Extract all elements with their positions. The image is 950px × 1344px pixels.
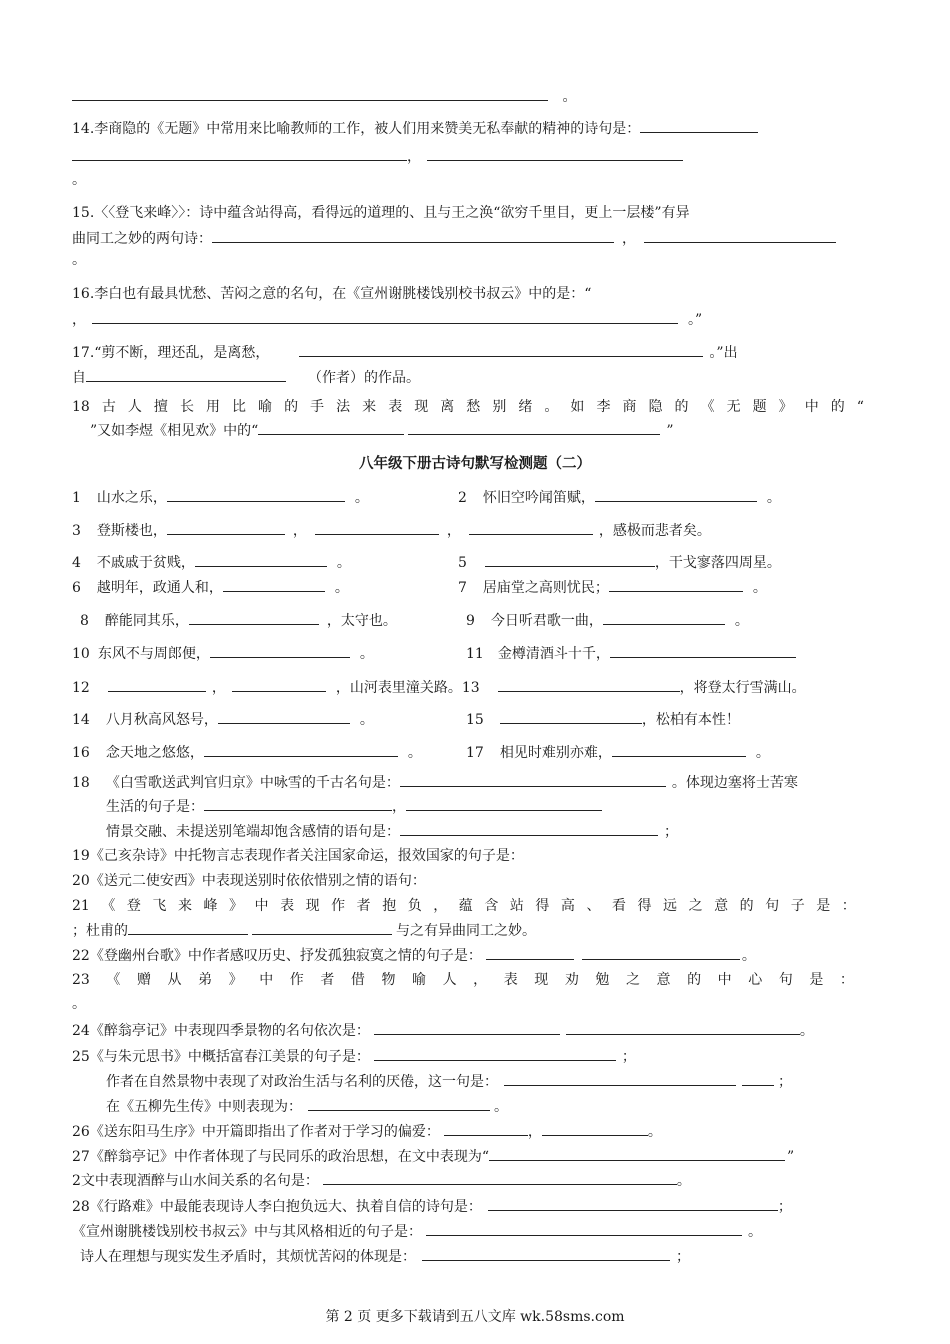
spread-char: 喻 [412, 972, 427, 988]
spread-char: 》 [228, 972, 243, 988]
spread-char: 负 [407, 898, 422, 914]
spread-char: 》 [229, 898, 244, 914]
q18-line1 [72, 397, 864, 417]
blank[interactable] [408, 420, 660, 435]
spread-char: 者 [320, 972, 335, 988]
spread-char: 绪 [518, 399, 533, 415]
spread-char: 现 [414, 399, 429, 415]
blank[interactable] [603, 610, 725, 625]
blank[interactable] [232, 677, 326, 692]
blank[interactable] [167, 520, 285, 535]
spread-char: 作 [289, 972, 304, 988]
blank[interactable] [299, 342, 703, 357]
item-21-line2: ；杜甫的 与之有异曲同工之妙。 [72, 920, 536, 941]
item-25-line2: 作者在自然景物中表现了对政治生活与名利的厌倦，这一句是： ； [106, 1071, 792, 1092]
item-21-line1 [72, 896, 856, 916]
spread-char: 来 [177, 898, 192, 914]
item-8: 8 醉能同其乐， ，太守也。 [80, 610, 397, 631]
q15-line3: 。 [72, 252, 86, 268]
blank[interactable] [612, 742, 746, 757]
spread-char: 借 [350, 972, 365, 988]
item-26: 26《送东阳马生序》中开篇即指出了作者对于学习的偏爱： ， 。 [72, 1121, 662, 1142]
spread-char: 表 [280, 898, 295, 914]
spread-char: 弟 [198, 972, 213, 988]
spread-char: 用 [205, 399, 220, 415]
item-25-line1: 25《与朱元思书》中概括富春江美景的句子是： ； [72, 1046, 636, 1067]
spread-char: 《 [101, 898, 116, 914]
item-11: 11 金樽清酒斗十千， [466, 643, 796, 664]
spread-char: 赠 [136, 972, 151, 988]
blank[interactable] [315, 520, 439, 535]
spread-char: 愁 [466, 399, 481, 415]
prev-line-top: 。 [72, 86, 576, 107]
spread-char: “ [856, 399, 864, 415]
blank[interactable] [108, 677, 206, 692]
blank[interactable] [444, 1121, 528, 1136]
blank[interactable] [204, 796, 392, 811]
blank[interactable] [485, 552, 655, 567]
item-25-line3: 在《五柳先生传》中则表现为： 。 [106, 1096, 508, 1117]
item-12-13: 12 ， ，山河表里潼关路。13 ，将登太行雪满山。 [72, 677, 806, 698]
spread-char: 离 [440, 399, 455, 415]
spread-char: 高 [560, 898, 575, 914]
blank[interactable] [167, 487, 345, 502]
spread-char: 古 [101, 399, 116, 415]
spread-char: 心 [748, 972, 763, 988]
item-24: 24《醉翁亭记》中表现四季景物的名句依次是： 。 [72, 1020, 814, 1041]
spread-char: 子 [790, 898, 805, 914]
spread-char: 勉 [595, 972, 610, 988]
spread-char: 句 [778, 972, 793, 988]
blank[interactable] [426, 1221, 742, 1236]
spread-char: 的 [830, 399, 845, 415]
q14-line3: 。 [72, 172, 86, 188]
spread-char: 中 [804, 399, 819, 415]
spread-char: 。 [544, 399, 559, 415]
spread-char: 之 [688, 898, 703, 914]
q15-line2: 曲同工之妙的两句诗： ， [72, 228, 836, 249]
blank[interactable] [86, 367, 286, 382]
blank[interactable] [542, 1121, 648, 1136]
blank[interactable] [422, 1246, 670, 1261]
spread-char: 擅 [153, 399, 168, 415]
blank[interactable] [488, 1196, 778, 1211]
item-28-line3: 诗人在理想与现实发生矛盾时，其烦忧苦闷的体现是： ； [80, 1246, 690, 1267]
spread-char: 来 [362, 399, 377, 415]
spread-char: 意 [714, 898, 729, 914]
spread-char: 中 [717, 972, 732, 988]
spread-char: 抱 [382, 898, 397, 914]
item-16: 16 念天地之悠悠， 。 [72, 742, 422, 763]
q15-line1: 15.〈〈登飞来峰〉〉：诗中蕴含站得高，看得远的道理的、且与王之涣“欲穷千里目，更上一层楼”有异 [72, 205, 690, 221]
blank[interactable] [92, 309, 678, 324]
blank[interactable] [189, 610, 319, 625]
blank[interactable] [400, 772, 666, 787]
blank[interactable] [210, 643, 350, 658]
q16-line2: ， 。” [72, 309, 702, 330]
item-3: 3 登斯楼也， ， ， ，感极而悲者矣。 [72, 520, 711, 541]
blank[interactable] [212, 228, 614, 243]
spread-char: 含 [484, 898, 499, 914]
blank[interactable] [609, 577, 743, 592]
q14-line1: 14.李商隐的《无题》中常用来比喻教师的工作，被人们用来赞美无私奉献的精神的诗句是： [72, 118, 758, 139]
spread-char: 如 [570, 399, 585, 415]
spread-char: 23 [72, 972, 90, 988]
page-footer: 第 2 页 更多下载请到五八文库 wk.58sms.com [325, 1309, 625, 1325]
blank[interactable] [223, 577, 325, 592]
blank[interactable] [252, 920, 392, 935]
spread-char: 的 [674, 399, 689, 415]
spread-char: ， [473, 972, 488, 988]
spread-char: 的 [284, 399, 299, 415]
spread-char: 从 [167, 972, 182, 988]
spread-char: 登 [126, 898, 141, 914]
blank[interactable] [427, 146, 683, 161]
blank[interactable] [500, 709, 642, 724]
item-15: 15 ，松柏有本性！ [466, 709, 740, 730]
spread-char: 喻 [258, 399, 273, 415]
q14-line2: ， [72, 146, 683, 167]
blank[interactable] [742, 1071, 774, 1086]
item-18-line1: 18 《白雪歌送武判官归京》中咏雪的千古名句是： 。体现边塞将士苦寒 [72, 772, 798, 793]
item-27-line1: 27《醉翁亭记》中作者体现了与民同乐的政治思想，在文中表现为“ ” [72, 1146, 794, 1167]
spread-char: 18 [72, 399, 90, 415]
spread-char: 是 [809, 972, 824, 988]
spread-char: 隐 [648, 399, 663, 415]
spread-char: 21 [72, 898, 90, 914]
section-title: 八年级下册古诗句默写检测题（二） [359, 455, 591, 472]
blank[interactable] [374, 1046, 616, 1061]
spread-char: 劝 [564, 972, 579, 988]
spread-char: 比 [232, 399, 247, 415]
item-17: 17 相见时难别亦难， 。 [466, 742, 770, 763]
spread-char: ， [433, 898, 448, 914]
spread-char: 表 [388, 399, 403, 415]
q17-line2: 自 （作者）的作品。 [72, 367, 420, 388]
blank[interactable] [469, 520, 593, 535]
spread-char: 得 [535, 898, 550, 914]
spread-char: 无 [726, 399, 741, 415]
blank[interactable] [323, 1170, 677, 1185]
spread-char: 远 [663, 898, 678, 914]
spread-char: 现 [534, 972, 549, 988]
item-9: 9 今日听君歌一曲， 。 [466, 610, 749, 631]
spread-char: 中 [254, 898, 269, 914]
spread-char: 题 [752, 399, 767, 415]
spread-char: 》 [778, 399, 793, 415]
spread-char: 李 [596, 399, 611, 415]
blank[interactable] [406, 796, 602, 811]
spread-char: 句 [765, 898, 780, 914]
item-28-line2: 《宣州谢朓楼饯别校书叔云》中与其风格相近的句子是： 。 [72, 1221, 762, 1242]
blank[interactable] [489, 1146, 785, 1161]
item-10: 10 东风不与周郎便， 。 [72, 643, 374, 664]
spread-char: 蕴 [458, 898, 473, 914]
blank[interactable] [258, 420, 404, 435]
blank[interactable] [610, 643, 796, 658]
item-18-line2: 生活的句子是： ， [106, 796, 602, 817]
spread-char: 是 [816, 898, 831, 914]
blank[interactable] [644, 228, 836, 243]
item-14: 14 八月秋高风怒号， 。 [72, 709, 374, 730]
spread-char: 作 [331, 898, 346, 914]
blank[interactable] [218, 709, 350, 724]
spread-char: ： [839, 972, 854, 988]
spread-char: 的 [739, 898, 754, 914]
item-23-line1 [72, 970, 854, 990]
item-18-line3: 情景交融、未提送别笔端却饱含感情的语句是： ； [106, 821, 678, 842]
spread-char: 《 [106, 972, 121, 988]
spread-char: 得 [637, 898, 652, 914]
spread-char: 人 [127, 399, 142, 415]
spread-char: 法 [336, 399, 351, 415]
spread-char: 表 [503, 972, 518, 988]
blank[interactable] [308, 1096, 490, 1111]
blank[interactable] [128, 920, 248, 935]
blank[interactable] [566, 1020, 800, 1035]
blank[interactable] [400, 821, 658, 836]
blank[interactable] [195, 552, 327, 567]
spread-char: 中 [259, 972, 274, 988]
spread-char: 之 [625, 972, 640, 988]
blank[interactable] [595, 487, 757, 502]
spread-char: 手 [310, 399, 325, 415]
spread-char: 现 [305, 898, 320, 914]
item-2: 2 怀旧空吟闻笛赋， 。 [458, 487, 781, 508]
item-7: 7 居庙堂之高则忧民； 。 [458, 577, 767, 598]
blank[interactable] [72, 146, 407, 161]
q17-line1: 17.“剪不断，理还乱，是离愁， 。”出 [72, 342, 738, 363]
blank[interactable] [204, 742, 398, 757]
spread-char: 的 [687, 972, 702, 988]
spread-char: 站 [509, 898, 524, 914]
spread-char: 商 [622, 399, 637, 415]
item-4: 4 不戚戚于贫贱， 。 [72, 552, 351, 573]
spread-char: 物 [381, 972, 396, 988]
item-6: 6 越明年，政通人和， 。 [72, 577, 349, 598]
blank[interactable] [640, 118, 758, 133]
spread-char: ： [841, 898, 856, 914]
spread-char: 长 [179, 399, 194, 415]
q16-line1: 16.李白也有最具忧愁、苦闷之意的名句，在《宣州谢朓楼饯别校书叔云》中的是：“ [72, 286, 592, 302]
blank[interactable] [486, 945, 574, 960]
spread-char: 峰 [203, 898, 218, 914]
spread-char: 飞 [152, 898, 167, 914]
item-28-line1: 28《行路难》中最能表现诗人李白抱负远大、执着自信的诗句是： ； [72, 1196, 792, 1217]
item-20: 20《送元二使安西》中表现送别时依依惜别之情的语句： [72, 873, 426, 889]
spread-char: 者 [356, 898, 371, 914]
item-22: 22《登幽州台歌》中作者感叹历史、抒发孤独寂寞之情的句子是： 。 [72, 945, 756, 966]
blank[interactable] [72, 86, 548, 101]
spread-char: 、 [586, 898, 601, 914]
q18-line2: ”又如李煜《相见欢》中的“ ” [72, 420, 674, 441]
spread-char: 意 [656, 972, 671, 988]
item-1: 1 山水之乐， 。 [72, 487, 369, 508]
blank[interactable] [504, 1071, 736, 1086]
blank[interactable] [374, 1020, 560, 1035]
spread-char: 人 [442, 972, 457, 988]
blank[interactable] [582, 945, 740, 960]
spread-char: 别 [492, 399, 507, 415]
item-19: 19《己亥杂诗》中托物言志表现作者关注国家命运，报效国家的句子是： [72, 848, 524, 864]
item-5: 5 ，干戈寥落四周星。 [458, 552, 781, 573]
item-27-line2: 2文中表现酒醉与山水间关系的名句是： 。 [72, 1170, 691, 1191]
item-23-line2: 。 [72, 996, 86, 1012]
spread-char: 《 [700, 399, 715, 415]
spread-char: 看 [611, 898, 626, 914]
blank[interactable] [498, 677, 680, 692]
